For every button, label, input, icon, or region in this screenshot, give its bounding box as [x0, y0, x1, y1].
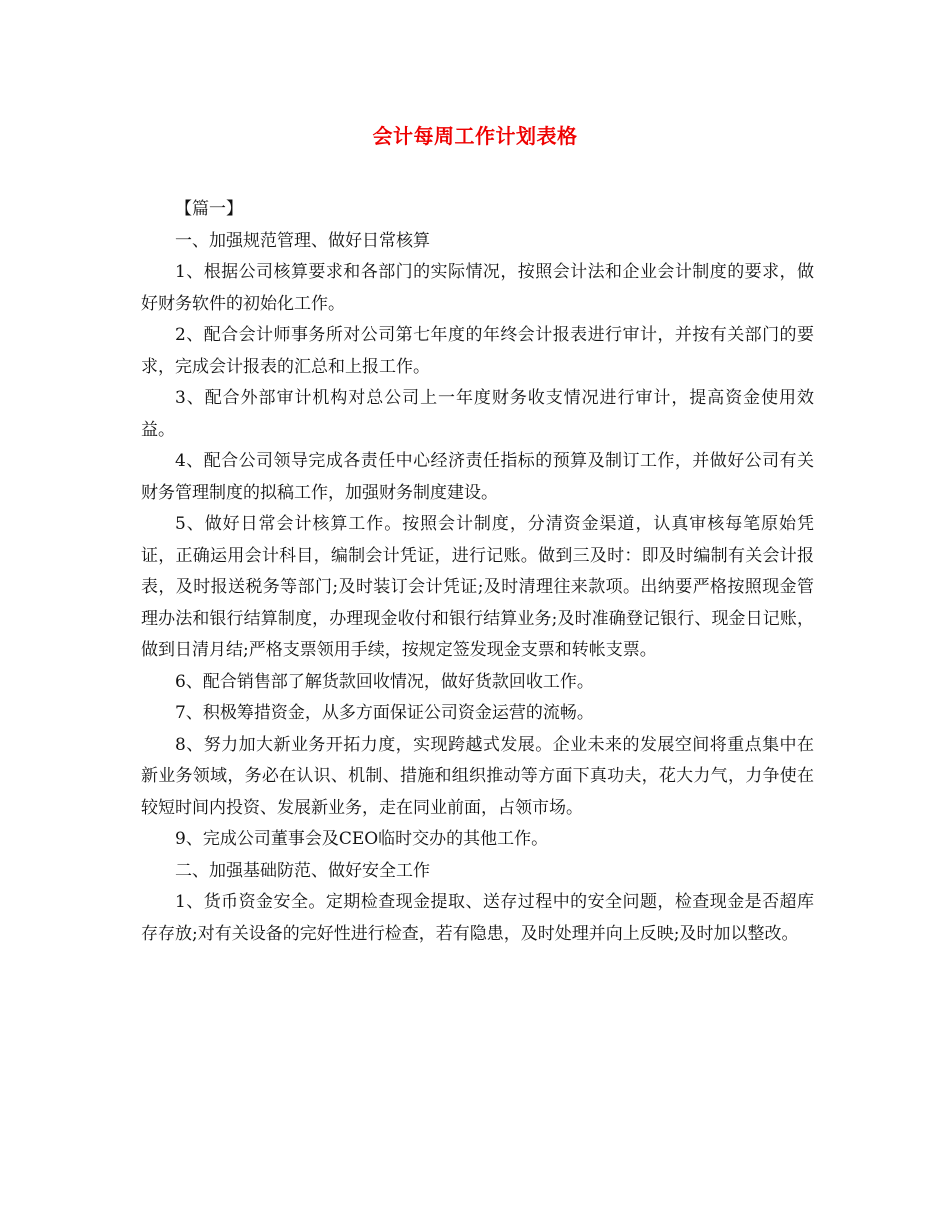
section-label: 【篇一】 — [175, 199, 243, 219]
paragraph-1-1: 1、根据公司核算要求和各部门的实际情况，按照会计法和企业会计制度的要求，做好财务软件的初始化工作。 — [141, 262, 814, 314]
paragraph-1-3: 3、配合外部审计机构对总公司上一年度财务收支情况进行审计，提高资金使用效益。 — [141, 388, 814, 440]
document-title: 会计每周工作计划表格 — [372, 124, 578, 148]
paragraph-1-7: 7、积极筹措资金，从多方面保证公司资金运营的流畅。 — [175, 703, 594, 723]
paragraph-1-4: 4、配合公司领导完成各责任中心经济责任指标的预算及制订工作，并做好公司有关财务管理制度的拟稿工作，加强财务制度建设。 — [141, 451, 814, 503]
paragraph-2-1: 1、货币资金安全。定期检查现金提取、送存过程中的安全问题，检查现金是否超库存存放;对有关设备的完好性进行检查，若有隐患，及时处理并向上反映;及时加以整改。 — [141, 892, 814, 944]
paragraph-1-5: 5、做好日常会计核算工作。按照会计制度，分清资金渠道，认真审核每笔原始凭证，正确运用会计科目，编制会计凭证，进行记账。做到三及时：即及时编制有关会计报表，及时报送税务等部门;及时装订会计凭证;及时清理往来款项。出纳要严格按照现金管理办法和银行结算制度，办理现金收付和银行结算业务;及时准确登记银行、现金日记账，做到日清月结;严格支票领用手续，按规定签发现金支票和转帐支票。 — [141, 514, 814, 660]
section-heading-2: 二、加强基础防范、做好安全工作 — [175, 860, 430, 881]
paragraph-1-8: 8、努力加大新业务开拓力度，实现跨越式发展。企业未来的发展空间将重点集中在新业务领域，务必在认识、机制、措施和组织推动等方面下真功夫，花大力气，力争使在较短时间内投资、发展新业务，走在同业前面，占领市场。 — [141, 734, 814, 818]
paragraph-1-9: 9、完成公司董事会及CEO临时交办的其他工作。 — [175, 829, 549, 849]
section-heading-1: 一、加强规范管理、做好日常核算 — [175, 230, 430, 251]
document-body — [141, 194, 814, 950]
paragraph-1-2: 2、配合会计师事务所对公司第七年度的年终会计报表进行审计，并按有关部门的要求，完成会计报表的汇总和上报工作。 — [141, 325, 814, 377]
paragraph-1-6: 6、配合销售部了解货款回收情况，做好货款回收工作。 — [175, 671, 594, 692]
